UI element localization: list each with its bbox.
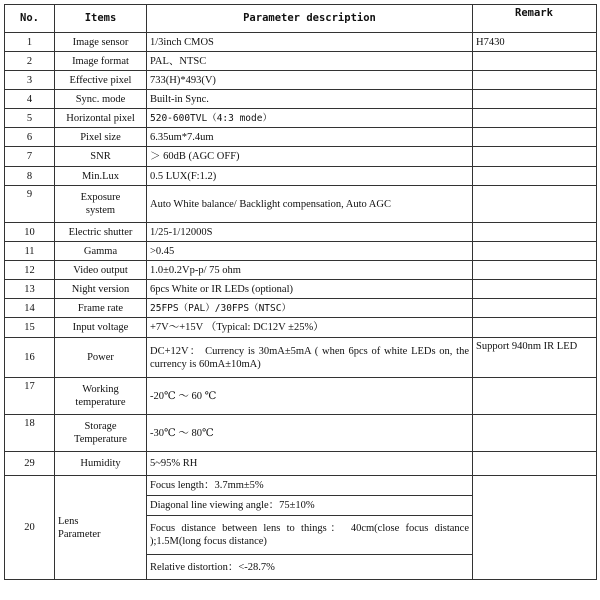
row-remark xyxy=(473,299,597,318)
table-row xyxy=(5,452,597,476)
row-no: 18 xyxy=(5,415,55,452)
row-item-line2: system xyxy=(85,205,116,216)
row-no: 7 xyxy=(5,147,55,167)
row-no: 16 xyxy=(5,338,55,378)
row-item: Video output xyxy=(55,261,147,280)
row-remark xyxy=(473,280,597,299)
row-desc: -20℃ ～ 60 ℃ xyxy=(147,378,473,415)
header-items: Items xyxy=(55,5,147,33)
table-row xyxy=(5,299,597,318)
row-item: Gamma xyxy=(55,242,147,261)
row-remark xyxy=(473,415,597,452)
row-remark xyxy=(473,318,597,338)
row-item: Night version xyxy=(55,280,147,299)
table-row xyxy=(5,147,597,167)
row-remark xyxy=(473,378,597,415)
row-item: Frame rate xyxy=(55,299,147,318)
row-item: Min.Lux xyxy=(55,167,147,186)
lens-param-viewing-angle: Diagonal line viewing angle：75±10% xyxy=(147,496,473,516)
table-row xyxy=(5,280,597,299)
row-remark xyxy=(473,452,597,476)
row-item: Effective pixel xyxy=(55,71,147,90)
row-remark: H7430 xyxy=(473,33,597,52)
row-desc: 6pcs White or IR LEDs (optional) xyxy=(147,280,473,299)
row-desc: -30℃ ～ 80℃ xyxy=(147,415,473,452)
row-remark xyxy=(473,167,597,186)
row-no: 5 xyxy=(5,109,55,128)
row-desc: 5~95% RH xyxy=(147,452,473,476)
row-no: 11 xyxy=(5,242,55,261)
row-no: 10 xyxy=(5,223,55,242)
row-desc: DC+12V： Currency is 30mA±5mA ( when 6pcs of white LEDs on, the currency is 60mA±10mA) xyxy=(147,338,473,378)
row-item: Input voltage xyxy=(55,318,147,338)
table-row xyxy=(5,261,597,280)
row-desc: 1.0±0.2Vp-p/ 75 ohm xyxy=(147,261,473,280)
row-remark xyxy=(473,476,597,580)
row-desc: Built-in Sync. xyxy=(147,90,473,109)
row-desc: 1/25-1/12000S xyxy=(147,223,473,242)
row-no: 29 xyxy=(5,452,55,476)
row-item-line1: Lens xyxy=(58,515,79,527)
row-desc: PAL、NTSC xyxy=(147,52,473,71)
header-no: No. xyxy=(5,5,55,33)
row-no: 8 xyxy=(5,167,55,186)
row-item-line2: temperature xyxy=(75,397,126,408)
row-desc: +7V～+15V （Typical: DC12V ±25%） xyxy=(147,318,473,338)
row-remark: Support 940nm IR LED xyxy=(473,338,597,378)
row-remark xyxy=(473,147,597,167)
table-row xyxy=(5,318,597,338)
row-item: Image format xyxy=(55,52,147,71)
row-item xyxy=(55,415,147,452)
row-desc: >0.45 xyxy=(147,242,473,261)
row-remark xyxy=(473,52,597,71)
row-remark xyxy=(473,109,597,128)
row-desc: 520-600TVL（4:3 mode） xyxy=(147,109,473,128)
row-item xyxy=(55,378,147,415)
row-no: 20 xyxy=(5,476,55,580)
header-description: Parameter description xyxy=(147,5,473,33)
row-desc: 0.5 LUX(F:1.2) xyxy=(147,167,473,186)
row-item-line2: Parameter xyxy=(58,528,101,540)
row-no: 12 xyxy=(5,261,55,280)
row-no: 6 xyxy=(5,128,55,147)
lens-param-focus-distance: Focus distance between lens to things： 40cm(close focus distance );1.5M(long focus distance) xyxy=(147,516,473,555)
row-item: Electric shutter xyxy=(55,223,147,242)
row-desc: Auto White balance/ Backlight compensation, Auto AGC xyxy=(147,186,473,223)
table-row xyxy=(5,338,597,378)
row-remark xyxy=(473,128,597,147)
row-desc: 25FPS（PAL）/30FPS（NTSC） xyxy=(147,299,473,318)
spec-sheet xyxy=(4,4,596,596)
row-no: 9 xyxy=(5,186,55,223)
row-no: 13 xyxy=(5,280,55,299)
table-row xyxy=(5,186,597,223)
row-item: Humidity xyxy=(55,452,147,476)
table-row xyxy=(5,378,597,415)
row-remark xyxy=(473,261,597,280)
row-desc: 1/3inch CMOS xyxy=(147,33,473,52)
row-remark xyxy=(473,223,597,242)
header-remark: Remark xyxy=(473,5,597,33)
row-item: Horizontal pixel xyxy=(55,109,147,128)
row-no: 14 xyxy=(5,299,55,318)
row-remark xyxy=(473,90,597,109)
table-row xyxy=(5,476,597,496)
table-row xyxy=(5,242,597,261)
row-item xyxy=(55,186,147,223)
row-desc: ＞ 60dB (AGC OFF) xyxy=(147,147,473,167)
row-no: 17 xyxy=(5,378,55,415)
row-no: 4 xyxy=(5,90,55,109)
row-item xyxy=(55,476,147,580)
table-row xyxy=(5,71,597,90)
row-item-line1: Exposure xyxy=(80,192,121,203)
table-row xyxy=(5,223,597,242)
table-row xyxy=(5,52,597,71)
table-row xyxy=(5,33,597,52)
row-item: Image sensor xyxy=(55,33,147,52)
lens-param-focus-length: Focus length：3.7mm±5% xyxy=(147,476,473,496)
table-row xyxy=(5,415,597,452)
table-row xyxy=(5,109,597,128)
row-item: Sync. mode xyxy=(55,90,147,109)
row-desc: 733(H)*493(V) xyxy=(147,71,473,90)
lens-param-distortion: Relative distortion：<-28.7% xyxy=(147,555,473,580)
row-item: Power xyxy=(55,338,147,378)
table-row xyxy=(5,90,597,109)
table-row xyxy=(5,167,597,186)
row-no: 3 xyxy=(5,71,55,90)
row-item: SNR xyxy=(55,147,147,167)
row-no: 1 xyxy=(5,33,55,52)
row-item: Pixel size xyxy=(55,128,147,147)
row-item-line2: Temperature xyxy=(74,434,127,445)
row-remark xyxy=(473,71,597,90)
table-row xyxy=(5,128,597,147)
row-remark xyxy=(473,186,597,223)
row-desc: 6.35um*7.4um xyxy=(147,128,473,147)
row-no: 15 xyxy=(5,318,55,338)
table-header-row xyxy=(5,5,597,33)
row-remark xyxy=(473,242,597,261)
row-no: 2 xyxy=(5,52,55,71)
parameter-table xyxy=(4,4,597,580)
row-item-line1: Working xyxy=(82,384,119,395)
row-item-line1: Storage xyxy=(84,421,117,432)
